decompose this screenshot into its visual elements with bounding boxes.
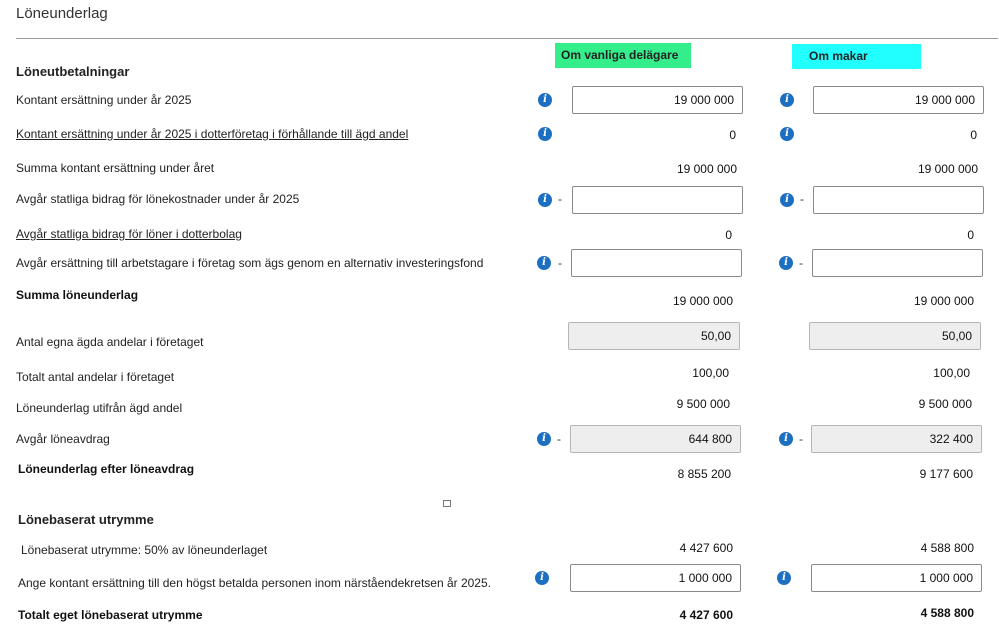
page-title: Löneunderlag	[16, 5, 108, 22]
value-summa-kontant-delagare: 19 000 000	[676, 162, 737, 176]
row-label-hogst-betalda: Ange kontant ersättning till den högst betalda personen inom närståendekretsen år 2025.	[18, 576, 491, 590]
info-icon[interactable]: i	[780, 193, 794, 207]
row-label-loneunderlag-efter-avdrag: Löneunderlag efter löneavdrag	[18, 462, 195, 476]
hogst-betalda-input-makar[interactable]: 1 000 000	[811, 564, 982, 592]
kontant-ersattning-input-delagare[interactable]: 19 000 000	[572, 86, 743, 114]
value-dotterforetag-delagare: 0	[729, 128, 736, 142]
value-loneunderlag-agd-andel-delagare: 9 500 000	[676, 397, 730, 411]
minus-sign: -	[558, 256, 562, 270]
info-icon[interactable]: i	[538, 193, 552, 207]
egna-andelar-field-makar: 50,00	[809, 322, 981, 350]
hogst-betalda-input-delagare[interactable]: 1 000 000	[570, 564, 741, 592]
value-totalt-eget-utrymme-makar: 4 588 800	[920, 606, 974, 620]
info-icon[interactable]: i	[780, 127, 794, 141]
column-header-vanliga-delagare: Om vanliga delägare	[555, 43, 691, 68]
row-label-summa-kontant: Summa kontant ersättning under året	[16, 161, 215, 175]
row-label-loneunderlag-agd-andel: Löneunderlag utifrån ägd andel	[16, 401, 183, 415]
value-totalt-andelar-makar: 100,00	[933, 366, 970, 380]
value-loneunderlag-efter-avdrag-makar: 9 177 600	[919, 467, 973, 481]
value-lonebaserat-50-makar: 4 588 800	[920, 541, 974, 555]
info-icon[interactable]: i	[537, 432, 551, 446]
value-summa-kontant-makar: 19 000 000	[917, 162, 978, 176]
info-icon[interactable]: i	[780, 93, 794, 107]
info-icon[interactable]: i	[538, 127, 552, 141]
value-summa-loneunderlag-makar: 19 000 000	[913, 294, 974, 308]
row-label-dotterforetag-link[interactable]: Kontant ersättning under år 2025 i dotterföretag i förhållande till ägd andel	[16, 127, 409, 141]
info-icon[interactable]: i	[538, 93, 552, 107]
section-heading-loneutbetalningar: Löneutbetalningar	[16, 64, 130, 79]
info-icon[interactable]: i	[777, 571, 791, 585]
row-label-summa-loneunderlag: Summa löneunderlag	[16, 288, 139, 302]
minus-sign: -	[800, 192, 804, 206]
value-loneunderlag-agd-andel-makar: 9 500 000	[918, 397, 972, 411]
info-icon[interactable]: i	[779, 256, 793, 270]
row-label-statliga-bidrag: Avgår statliga bidrag för lönekostnader under år 2025	[16, 192, 300, 206]
row-label-bidrag-dotterbolag-link[interactable]: Avgår statliga bidrag för löner i dotterbolag	[16, 227, 242, 241]
section-heading-lonebaserat-utrymme: Lönebaserat utrymme	[18, 512, 154, 527]
row-label-avgar-loneavdrag: Avgår löneavdrag	[16, 432, 110, 446]
minus-sign: -	[799, 432, 803, 446]
loneavdrag-field-makar: 322 400	[811, 425, 982, 453]
info-icon[interactable]: i	[779, 432, 793, 446]
info-icon[interactable]: i	[535, 571, 549, 585]
value-totalt-andelar-delagare: 100,00	[692, 366, 729, 380]
info-icon[interactable]: i	[537, 256, 551, 270]
investeringsfond-input-makar[interactable]	[812, 249, 983, 277]
row-label-investeringsfond: Avgår ersättning till arbetstagare i företag som ägs genom en alternativ investeringsfond	[16, 256, 484, 270]
minus-sign: -	[558, 192, 562, 206]
minus-sign: -	[799, 256, 803, 270]
value-totalt-eget-utrymme-delagare: 4 427 600	[679, 608, 733, 622]
investeringsfond-input-delagare[interactable]	[571, 249, 742, 277]
row-label-totalt-andelar: Totalt antal andelar i företaget	[16, 370, 175, 384]
value-dotterforetag-makar: 0	[970, 128, 977, 142]
column-header-makar: Om makar	[792, 44, 921, 69]
egna-andelar-field-delagare: 50,00	[568, 322, 740, 350]
row-label-lonebaserat-utrymme-50: Lönebaserat utrymme: 50% av löneunderlaget	[21, 543, 268, 557]
statliga-bidrag-input-delagare[interactable]	[572, 186, 743, 214]
value-loneunderlag-efter-avdrag-delagare: 8 855 200	[677, 467, 731, 481]
value-bidrag-dotterbolag-delagare: 0	[725, 228, 732, 242]
value-summa-loneunderlag-delagare: 19 000 000	[672, 294, 733, 308]
row-label-kontant-ersattning: Kontant ersättning under år 2025	[16, 93, 192, 107]
divider	[16, 38, 998, 39]
value-lonebaserat-50-delagare: 4 427 600	[679, 541, 733, 555]
row-label-egna-andelar: Antal egna ägda andelar i företaget	[16, 335, 204, 349]
minus-sign: -	[557, 432, 561, 446]
loneavdrag-field-delagare: 644 800	[570, 425, 741, 453]
kontant-ersattning-input-makar[interactable]: 19 000 000	[813, 86, 984, 114]
statliga-bidrag-input-makar[interactable]	[813, 186, 984, 214]
value-bidrag-dotterbolag-makar: 0	[967, 228, 974, 242]
collapse-icon[interactable]	[443, 500, 451, 507]
row-label-totalt-eget-utrymme: Totalt eget lönebaserat utrymme	[18, 608, 203, 622]
